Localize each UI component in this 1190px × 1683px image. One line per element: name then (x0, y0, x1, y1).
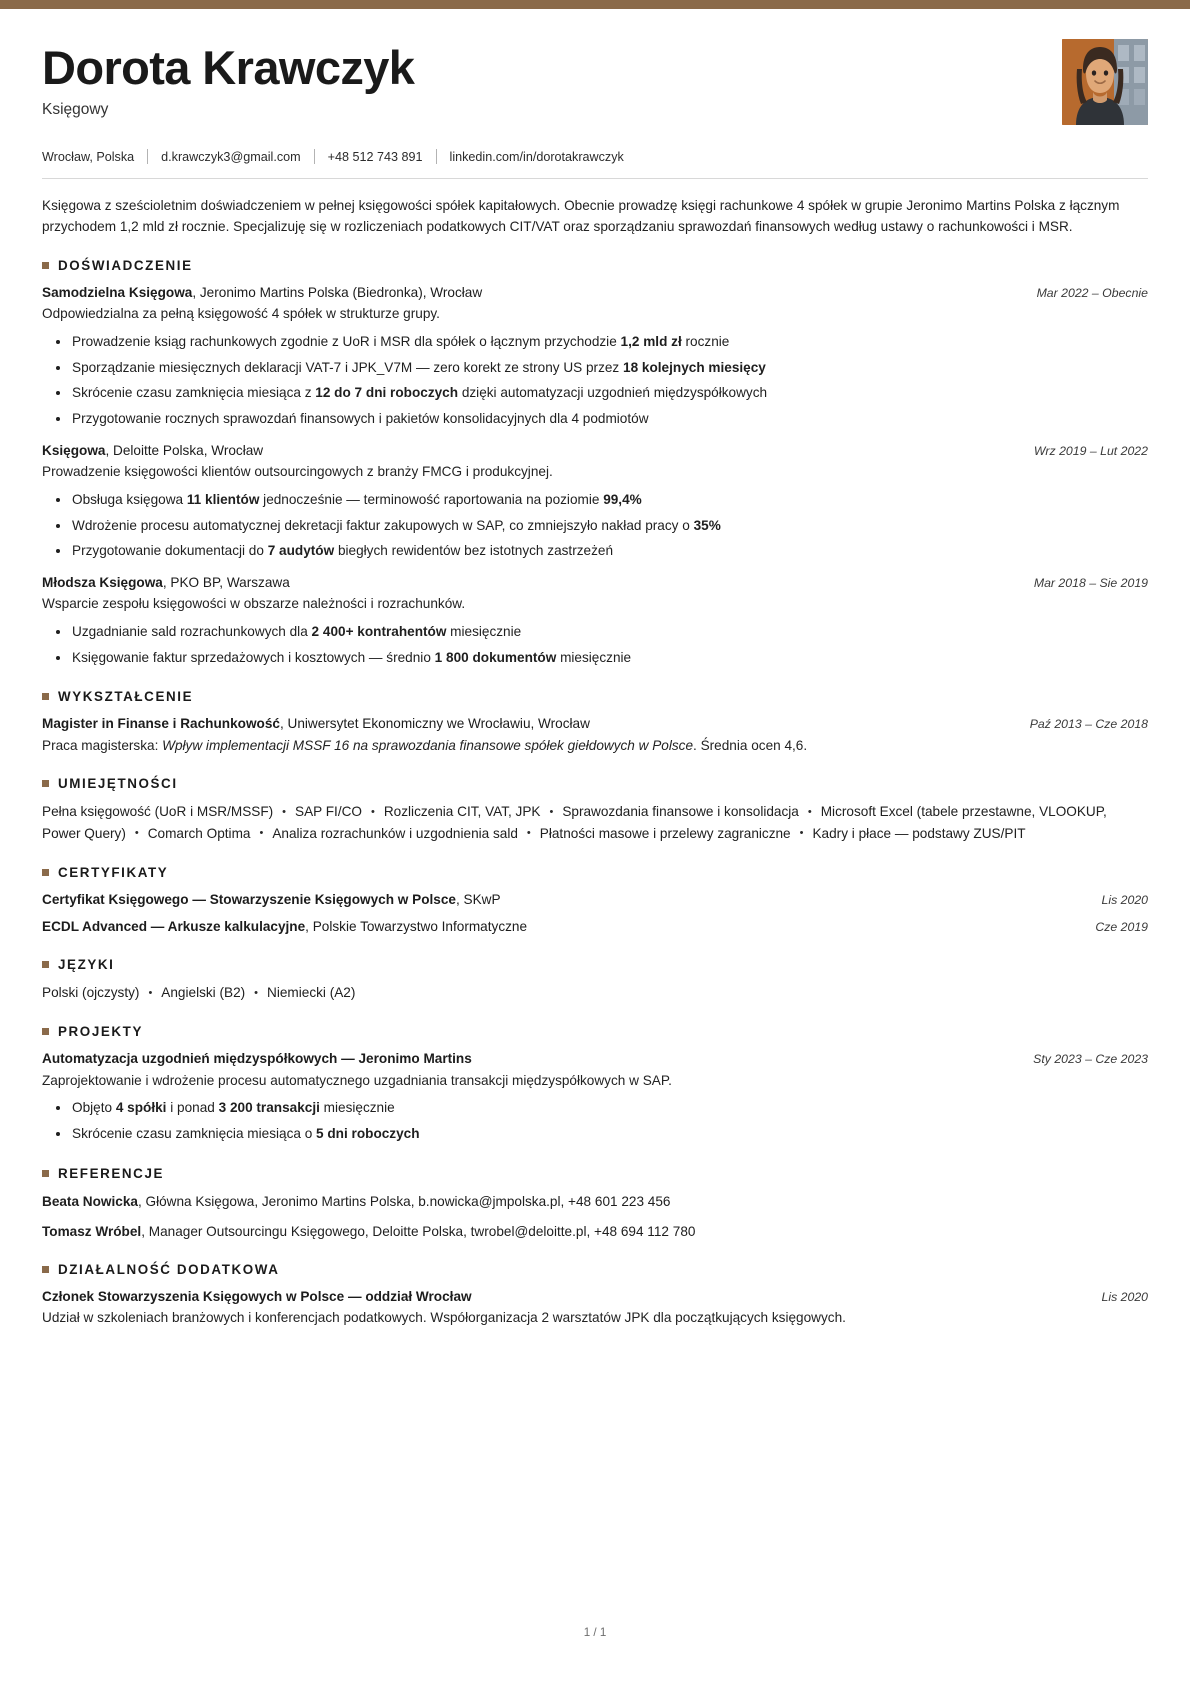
project-entries (42, 1050, 1148, 1144)
square-bullet-icon (42, 1170, 49, 1177)
entry-description: Wsparcie zespołu księgowości w obszarze należności i rozrachunków. (42, 596, 466, 612)
section-heading-label: DZIAŁALNOŚĆ DODATKOWA (58, 1261, 280, 1277)
resume-header (42, 37, 1148, 125)
skills-list (42, 801, 1148, 844)
reference-entries (42, 1192, 1148, 1241)
page-title: Dorota Krawczyk (42, 41, 415, 94)
section-heading-education (42, 689, 1148, 704)
entry-date: Mar 2018 – Sie 2019 (1033, 575, 1148, 590)
bullet-item: Księgowanie faktur sprzedażowych i kosztowych — średnio 1 800 dokumentów miesięcznie (72, 648, 1148, 669)
entry-description: Udział w szkoleniach branżowych i konferencjach podatkowych. Współorganizacja 2 warsztatów JPK dla początkujących księgowych. (42, 1310, 846, 1326)
entry-date: Lis 2020 (1101, 893, 1148, 908)
square-bullet-icon (42, 869, 49, 876)
entry-header (42, 442, 1148, 460)
contact-line (42, 149, 1148, 164)
section-heading-languages (42, 957, 1148, 972)
contact-email[interactable]: d.krawczyk3@gmail.com (161, 149, 301, 164)
bullet-item: Wdrożenie procesu automatycznej dekretacji faktur zakupowych w SAP, co zmniejszyło nakład pracy o 35% (72, 516, 1148, 537)
certificate-title: Certyfikat Księgowego — Stowarzyszenie Księgowych w Polsce, SKwP (42, 892, 501, 908)
entry-date: Wrz 2019 – Lut 2022 (1033, 443, 1148, 458)
resume-content (0, 9, 1190, 1328)
experience-entry (42, 574, 1148, 668)
experience-entry (42, 284, 1148, 430)
entry-header (42, 1050, 1148, 1068)
education-entries (42, 715, 1148, 755)
dot-separator-icon: • (254, 986, 259, 999)
bullet-list (42, 332, 1148, 430)
header-identity (42, 37, 414, 119)
dot-separator-icon: • (526, 827, 531, 840)
square-bullet-icon (42, 693, 49, 700)
dot-separator-icon: • (134, 827, 139, 840)
bullet-item: Obsługa księgowa 11 klientów jednocześnie — terminowość raportowania na poziomie 99,4% (72, 490, 1148, 511)
dot-separator-icon: • (148, 986, 153, 999)
section-languages (42, 957, 1148, 1003)
dot-separator-icon: • (282, 805, 287, 818)
square-bullet-icon (42, 262, 49, 269)
project-title: Automatyzacja uzgodnień międzyspółkowych — Jeronimo Martins (42, 1051, 472, 1067)
reference-entry: Beata Nowicka, Główna Księgowa, Jeronimo Martins Polska, b.nowicka@jmpolska.pl, +48 601 223 456 (42, 1193, 671, 1209)
certificate-entry (42, 891, 1148, 909)
entry-description: Praca magisterska: Wpływ implementacji MSSF 16 na sprawozdania finansowe spółek giełdowych w Polsce. Średnia ocen 4,6. (42, 737, 808, 753)
entry-header (42, 574, 1148, 592)
bullet-item: Skrócenie czasu zamknięcia miesiąca o 5 dni roboczych (72, 1124, 1148, 1145)
square-bullet-icon (42, 1266, 49, 1273)
section-certificates (42, 865, 1148, 936)
experience-entries (42, 284, 1148, 668)
entry-header (42, 715, 1148, 733)
list-item: Rozliczenia CIT, VAT, JPK (383, 804, 541, 820)
entry-description: Zaprojektowanie i wdrożenie procesu automatycznego uzgadniania transakcji międzyspółkowych w SAP. (42, 1072, 672, 1088)
entry-date: Cze 2019 (1095, 919, 1148, 934)
bullet-list (42, 622, 1148, 668)
entry-header (42, 1288, 1148, 1306)
entry-date: Sty 2023 – Cze 2023 (1033, 1052, 1148, 1067)
contact-divider-icon (147, 149, 148, 164)
entry-header (42, 284, 1148, 302)
list-item: Płatności masowe i przelewy zagraniczne (539, 825, 791, 841)
extra-entry (42, 1288, 1148, 1328)
experience-entry (42, 442, 1148, 562)
list-item: Microsoft Excel (tabele przestawne, VLOOKUP, Power Query) (42, 804, 1107, 841)
extra-entries (42, 1288, 1148, 1328)
section-skills (42, 776, 1148, 844)
entry-date: Lis 2020 (1101, 1289, 1148, 1304)
section-education (42, 689, 1148, 755)
section-extra-activity (42, 1262, 1148, 1328)
section-heading-label: PROJEKTY (58, 1024, 143, 1040)
section-heading-references (42, 1166, 1148, 1181)
certificate-title: ECDL Advanced — Arkusze kalkulacyjne, Polskie Towarzystwo Informatyczne (42, 918, 528, 934)
bullet-list (42, 490, 1148, 562)
section-heading-label: UMIEJĘTNOŚCI (58, 776, 178, 792)
avatar (1062, 39, 1148, 125)
square-bullet-icon (42, 1028, 49, 1035)
contact-divider-icon (436, 149, 437, 164)
list-item: Sprawozdania finansowe i konsolidacja (562, 804, 799, 820)
bullet-item: Objęto 4 spółki i ponad 3 200 transakcji miesięcznie (72, 1098, 1148, 1119)
contact-location: Wrocław, Polska (42, 149, 135, 164)
dot-separator-icon: • (549, 805, 554, 818)
education-title: Magister in Finanse i Rachunkowość, Uniwersytet Ekonomiczny we Wrocławiu, Wrocław (42, 716, 590, 732)
section-experience (42, 258, 1148, 668)
extra-title: Członek Stowarzyszenia Księgowych w Polsce — oddział Wrocław (42, 1288, 472, 1304)
dot-separator-icon: • (259, 827, 264, 840)
bullet-list (42, 1098, 1148, 1144)
section-heading-label: CERTYFIKATY (58, 865, 169, 881)
certificate-entries (42, 891, 1148, 936)
dot-separator-icon: • (799, 827, 804, 840)
contact-divider-icon (314, 149, 315, 164)
dot-separator-icon: • (807, 805, 812, 818)
section-heading-label: JĘZYKI (58, 956, 115, 972)
section-heading-label: WYKSZTAŁCENIE (58, 689, 194, 705)
section-projects (42, 1024, 1148, 1144)
experience-title: Młodsza Księgowa, PKO BP, Warszawa (42, 574, 290, 590)
section-references (42, 1166, 1148, 1241)
entry-header (42, 918, 1148, 936)
section-heading-experience (42, 258, 1148, 273)
experience-title: Samodzielna Księgowa, Jeronimo Martins Polska (Biedronka), Wrocław (42, 285, 483, 301)
square-bullet-icon (42, 780, 49, 787)
section-heading-label: REFERENCJE (58, 1165, 165, 1181)
experience-title: Księgowa, Deloitte Polska, Wrocław (42, 442, 264, 458)
list-item: Comarch Optima (147, 825, 251, 841)
list-item: Analiza rozrachunków i uzgodnienia sald (272, 825, 518, 841)
list-item: Angielski (B2) (161, 984, 246, 1000)
entry-date: Paź 2013 – Cze 2018 (1029, 717, 1148, 732)
bullet-item: Sporządzanie miesięcznych deklaracji VAT-7 i JPK_V7M — zero korekt ze strony US przez 18 kolejnych miesięcy (72, 358, 1148, 379)
bullet-item: Prowadzenie ksiąg rachunkowych zgodnie z UoR i MSR dla spółek o łącznym przychodzie 1,2 mld zł rocznie (72, 332, 1148, 353)
languages-list (42, 982, 1148, 1003)
bullet-item: Przygotowanie rocznych sprawozdań finansowych i pakietów konsolidacyjnych dla 4 podmiotów (72, 409, 1148, 430)
entry-header (42, 891, 1148, 909)
bullet-item: Uzgadnianie sald rozrachunkowych dla 2 400+ kontrahentów miesięcznie (72, 622, 1148, 643)
list-item: SAP FI/CO (295, 804, 362, 820)
section-heading-projects (42, 1024, 1148, 1039)
list-item: Kadry i płace — podstawy ZUS/PIT (812, 825, 1026, 841)
section-heading-extra (42, 1262, 1148, 1277)
job-role-subtitle: Księgowy (42, 101, 109, 119)
dot-separator-icon: • (371, 805, 375, 818)
contact-phone[interactable]: +48 512 743 891 (327, 149, 423, 164)
contact-linkedin[interactable]: linkedin.com/in/dorotakrawczyk (449, 149, 624, 164)
section-heading-certificates (42, 865, 1148, 880)
list-item: Pełna księgowość (UoR i MSR/MSSF) (42, 804, 274, 820)
list-item: Polski (ojczysty) (42, 984, 140, 1000)
certificate-entry (42, 918, 1148, 936)
education-entry (42, 715, 1148, 755)
accent-top-bar (0, 0, 1190, 9)
page-footer: 1 / 1 (583, 1626, 607, 1639)
bullet-item: Skrócenie czasu zamknięcia miesiąca z 12 do 7 dni roboczych dzięki automatyzacji uzgodnień międzyspółkowych (72, 383, 1148, 404)
section-heading-label: DOŚWIADCZENIE (58, 258, 193, 274)
project-entry (42, 1050, 1148, 1144)
bullet-item: Przygotowanie dokumentacji do 7 audytów biegłych rewidentów bez istotnych zastrzeżeń (72, 541, 1148, 562)
list-item: Niemiecki (A2) (267, 984, 356, 1000)
entry-date: Mar 2022 – Obecnie (1036, 286, 1148, 301)
section-heading-skills (42, 776, 1148, 791)
header-divider (42, 178, 1148, 179)
entry-description: Prowadzenie księgowości klientów outsourcingowych z branży FMCG i produkcyjnej. (42, 464, 553, 480)
reference-entry: Tomasz Wróbel, Manager Outsourcingu Księgowego, Deloitte Polska, twrobel@deloitte.pl, +48 694 112 780 (42, 1223, 696, 1239)
professional-summary: Księgowa z sześcioletnim doświadczeniem w pełnej księgowości spółek kapitałowych. Obecnie prowadzę księgi rachunkowe 4 spółek w grupie Jeronimo Martins Polska z łącznym przychodem 1,2 mld zł rocznie. Specjalizuję się w rozliczeniach podatkowych CIT/VAT oraz sporządzaniu sprawozdań finansowych według ustawy o rachunkowości i MSR. (42, 198, 1120, 235)
entry-description: Odpowiedzialna za pełną księgowość 4 spółek w strukturze grupy. (42, 306, 440, 322)
square-bullet-icon (42, 961, 49, 968)
